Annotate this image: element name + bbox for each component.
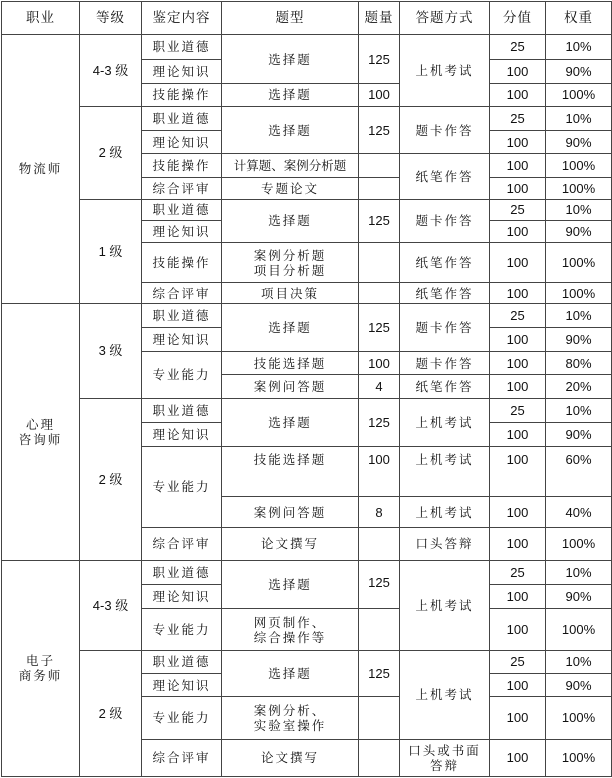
level-cell: 4-3 级 (80, 560, 142, 650)
level-cell: 2 级 (80, 106, 142, 199)
content-cell: 理论知识 (142, 673, 222, 696)
score-cell: 100 (490, 220, 546, 242)
method-cell: 上机考试 (400, 560, 490, 650)
type-line: 网页制作、 (253, 614, 327, 630)
count-cell (359, 697, 400, 739)
weight-cell: 90% (546, 327, 612, 351)
content-cell: 理论知识 (142, 327, 222, 351)
score-cell: 100 (490, 327, 546, 351)
method-cell: 题卡作答 (400, 303, 490, 351)
content-cell: 综合评审 (142, 283, 222, 303)
header-method: 答题方式 (400, 2, 490, 35)
type-cell: 选择题 (222, 106, 359, 153)
weight-cell: 90% (546, 673, 612, 696)
weight-cell: 10% (546, 398, 612, 422)
table-row (2, 650, 612, 673)
weight-cell: 10% (546, 199, 612, 220)
job-line: 咨询师 (18, 431, 63, 447)
level-cell: 1 级 (80, 199, 142, 303)
count-cell: 125 (359, 35, 400, 83)
header-row (2, 2, 612, 35)
job-cell: 物流师 (2, 35, 80, 303)
method-cell: 上机考试 (400, 398, 490, 446)
table-row (2, 560, 612, 584)
header-level: 等级 (80, 2, 142, 35)
weight-cell: 100% (546, 527, 612, 560)
method-line: 口头或书面 (408, 742, 481, 758)
table-row (2, 35, 612, 59)
method-cell: 纸笔作答 (400, 375, 490, 398)
type-cell: 项目决策 (222, 283, 359, 303)
method-cell: 题卡作答 (400, 352, 490, 375)
type-cell: 选择题 (222, 398, 359, 446)
type-cell: 论文撰写 (222, 527, 359, 560)
type-line: 案例分析题 (253, 247, 327, 263)
count-cell: 125 (359, 650, 400, 696)
job-cell (2, 303, 80, 560)
type-cell (222, 697, 359, 739)
content-cell: 职业道德 (142, 650, 222, 673)
count-cell: 100 (359, 83, 400, 106)
header-score: 分值 (490, 2, 546, 35)
content-cell: 职业道德 (142, 398, 222, 422)
weight-cell: 10% (546, 303, 612, 327)
score-cell: 100 (490, 497, 546, 527)
score-cell: 100 (490, 585, 546, 609)
type-line: 实验室操作 (253, 717, 327, 733)
score-cell: 100 (490, 59, 546, 83)
count-cell (359, 609, 400, 650)
weight-cell: 10% (546, 35, 612, 59)
score-cell: 25 (490, 560, 546, 584)
content-cell: 理论知识 (142, 220, 222, 242)
count-cell: 100 (359, 352, 400, 375)
score-cell: 100 (490, 527, 546, 560)
type-cell: 专题论文 (222, 177, 359, 199)
content-cell: 理论知识 (142, 131, 222, 154)
content-cell: 职业道德 (142, 303, 222, 327)
type-cell: 技能选择题 (222, 446, 359, 496)
method-cell: 上机考试 (400, 497, 490, 527)
table-row (2, 106, 612, 130)
count-cell: 100 (359, 446, 400, 496)
content-cell: 专业能力 (142, 352, 222, 398)
score-cell: 100 (490, 739, 546, 776)
score-cell: 100 (490, 375, 546, 398)
weight-cell: 100% (546, 154, 612, 177)
method-cell: 纸笔作答 (400, 283, 490, 303)
weight-cell: 60% (546, 446, 612, 496)
score-cell: 25 (490, 35, 546, 59)
count-cell (359, 177, 400, 199)
weight-cell: 40% (546, 497, 612, 527)
weight-cell: 100% (546, 609, 612, 650)
weight-cell: 100% (546, 739, 612, 776)
header-count: 题量 (359, 2, 400, 35)
score-cell: 100 (490, 177, 546, 199)
score-cell: 25 (490, 106, 546, 130)
method-cell: 上机考试 (400, 35, 490, 107)
method-cell: 纸笔作答 (400, 154, 490, 199)
count-cell (359, 243, 400, 283)
content-cell: 综合评审 (142, 739, 222, 776)
weight-cell: 90% (546, 585, 612, 609)
type-line: 案例分析、 (253, 702, 327, 718)
count-cell (359, 283, 400, 303)
content-cell: 职业道德 (142, 106, 222, 130)
count-cell: 125 (359, 398, 400, 446)
content-cell: 职业道德 (142, 199, 222, 220)
content-cell: 技能操作 (142, 154, 222, 177)
weight-cell: 80% (546, 352, 612, 375)
weight-cell: 100% (546, 177, 612, 199)
weight-cell: 90% (546, 59, 612, 83)
score-cell: 100 (490, 154, 546, 177)
score-cell: 100 (490, 446, 546, 496)
level-cell: 2 级 (80, 398, 142, 560)
weight-cell: 10% (546, 560, 612, 584)
content-cell: 专业能力 (142, 697, 222, 739)
score-cell: 25 (490, 199, 546, 220)
type-cell: 选择题 (222, 560, 359, 608)
content-cell: 专业能力 (142, 609, 222, 650)
method-cell: 口头答辩 (400, 527, 490, 560)
type-line: 项目分析题 (253, 262, 327, 278)
content-cell: 职业道德 (142, 560, 222, 584)
score-cell: 25 (490, 303, 546, 327)
content-cell: 职业道德 (142, 35, 222, 59)
score-cell: 100 (490, 609, 546, 650)
type-cell: 论文撰写 (222, 739, 359, 776)
method-cell: 题卡作答 (400, 106, 490, 153)
content-cell: 理论知识 (142, 422, 222, 446)
method-cell: 纸笔作答 (400, 243, 490, 283)
count-cell (359, 154, 400, 177)
score-cell: 25 (490, 650, 546, 673)
weight-cell: 20% (546, 375, 612, 398)
count-cell: 125 (359, 199, 400, 242)
score-cell: 100 (490, 283, 546, 303)
level-cell: 4-3 级 (80, 35, 142, 107)
method-cell (400, 739, 490, 776)
count-cell: 4 (359, 375, 400, 398)
type-line: 综合操作等 (253, 629, 327, 645)
content-cell: 综合评审 (142, 527, 222, 560)
weight-cell: 100% (546, 243, 612, 283)
exam-table (1, 1, 612, 777)
score-cell: 100 (490, 83, 546, 106)
method-cell: 题卡作答 (400, 199, 490, 242)
header-weight: 权重 (546, 2, 612, 35)
score-cell: 100 (490, 131, 546, 154)
header-type: 题型 (222, 2, 359, 35)
table-row (2, 199, 612, 220)
weight-cell: 90% (546, 131, 612, 154)
job-line: 商务师 (18, 668, 63, 684)
type-cell (222, 243, 359, 283)
weight-cell: 10% (546, 650, 612, 673)
type-cell: 选择题 (222, 83, 359, 106)
weight-cell: 90% (546, 220, 612, 242)
weight-cell: 90% (546, 422, 612, 446)
header-job: 职业 (2, 2, 80, 35)
score-cell: 100 (490, 243, 546, 283)
type-cell: 案例问答题 (222, 497, 359, 527)
weight-cell: 100% (546, 283, 612, 303)
type-cell: 计算题、案例分析题 (222, 154, 359, 177)
job-line: 心理 (25, 416, 55, 432)
type-cell: 案例问答题 (222, 375, 359, 398)
level-cell: 3 级 (80, 303, 142, 398)
content-cell: 理论知识 (142, 585, 222, 609)
count-cell: 8 (359, 497, 400, 527)
content-cell: 理论知识 (142, 59, 222, 83)
count-cell (359, 527, 400, 560)
count-cell: 125 (359, 303, 400, 351)
table-row (2, 398, 612, 422)
type-cell: 技能选择题 (222, 352, 359, 375)
count-cell (359, 739, 400, 776)
score-cell: 100 (490, 673, 546, 696)
type-cell: 选择题 (222, 303, 359, 351)
content-cell: 综合评审 (142, 177, 222, 199)
content-cell: 专业能力 (142, 446, 222, 527)
score-cell: 100 (490, 352, 546, 375)
job-line: 电子 (25, 653, 55, 669)
header-content: 鉴定内容 (142, 2, 222, 35)
content-cell: 技能操作 (142, 243, 222, 283)
weight-cell: 100% (546, 83, 612, 106)
level-cell: 2 级 (80, 650, 142, 776)
type-cell: 选择题 (222, 35, 359, 83)
method-cell: 上机考试 (400, 446, 490, 496)
job-cell (2, 560, 80, 776)
method-cell: 上机考试 (400, 650, 490, 739)
score-cell: 25 (490, 398, 546, 422)
count-cell: 125 (359, 560, 400, 608)
count-cell: 125 (359, 106, 400, 153)
type-cell: 选择题 (222, 199, 359, 242)
type-cell: 选择题 (222, 650, 359, 696)
content-cell: 技能操作 (142, 83, 222, 106)
type-cell (222, 609, 359, 650)
table-row (2, 303, 612, 327)
weight-cell: 100% (546, 697, 612, 739)
method-line: 答辩 (429, 757, 459, 773)
score-cell: 100 (490, 697, 546, 739)
weight-cell: 10% (546, 106, 612, 130)
score-cell: 100 (490, 422, 546, 446)
